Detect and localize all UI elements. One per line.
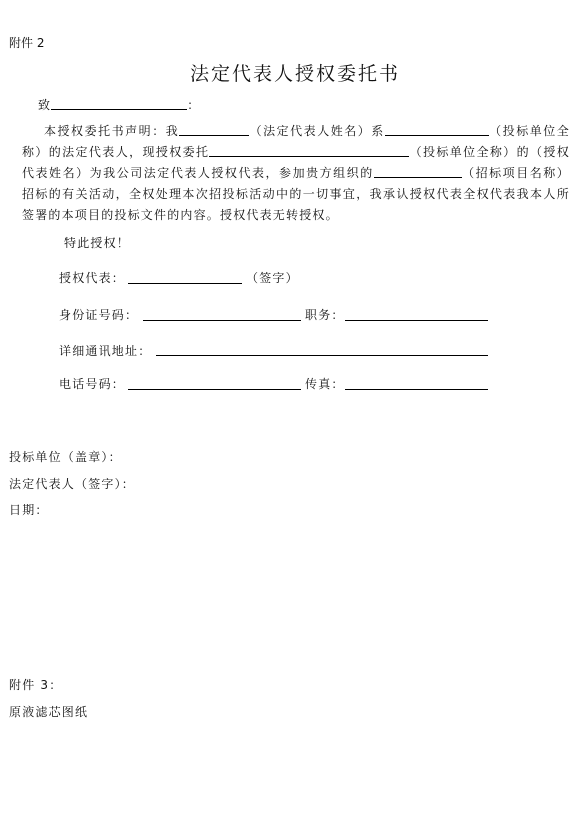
authorization-statement <box>22 121 570 226</box>
id-number-label: 身份证号码： <box>59 308 139 322</box>
rep-label: 授权代表： <box>59 271 126 285</box>
legal-rep-sign-label: 法定代表人（签字）： <box>9 477 136 491</box>
fax-line <box>345 388 488 390</box>
rep-sign-note: （签字） <box>246 271 299 285</box>
statement-part-5: （招标项目名称）招标的有关活动，全权处理本次招投标活动中的一切事宜，我承认授权代表全权代表我本人所签署的本项目的投标文件的内容。授权代表无转授权。 <box>22 166 570 222</box>
special-authorization-text: 特此授权！ <box>64 236 131 250</box>
address-line <box>156 354 488 356</box>
entrusted-unit-blank <box>209 144 409 157</box>
id-number-line <box>143 319 301 321</box>
phone-label: 电话号码： <box>59 377 126 391</box>
address-label: 详细通讯地址： <box>59 344 152 358</box>
statement-part-3: （投标单位全称）的法定代表人，现授权委托 <box>22 124 570 159</box>
job-title-label: 职务： <box>305 308 345 322</box>
addressee-prefix: 致 <box>38 98 52 112</box>
document-title: 法定代表人授权委托书 <box>190 63 401 85</box>
phone-line <box>128 388 301 390</box>
statement-part-2: （法定代表人姓名）系 <box>249 124 385 138</box>
project-name-blank <box>374 165 462 178</box>
bidder-seal-label: 投标单位（盖章）： <box>9 450 122 464</box>
statement-part-1: 本授权委托书声明：我 <box>44 124 180 138</box>
bidder-name-blank <box>385 123 489 136</box>
attachment-2-label: 附件 2 <box>9 36 45 50</box>
fax-label: 传真： <box>305 377 345 391</box>
addressee-line <box>38 97 200 113</box>
legal-rep-name-blank <box>179 123 249 136</box>
addressee-suffix: ： <box>187 98 201 112</box>
addressee-blank <box>51 97 187 110</box>
statement-part-4: （投标单位全称）的（授权代表姓名）为我公司法定代表人授权代表，参加贵方组织的 <box>22 145 570 180</box>
job-title-line <box>345 319 488 321</box>
attachment-3-label: 附件 3： <box>9 678 63 692</box>
rep-signature-line <box>128 282 242 284</box>
date-label: 日期： <box>9 503 49 517</box>
attachment-3-item: 原液滤芯图纸 <box>9 705 89 719</box>
